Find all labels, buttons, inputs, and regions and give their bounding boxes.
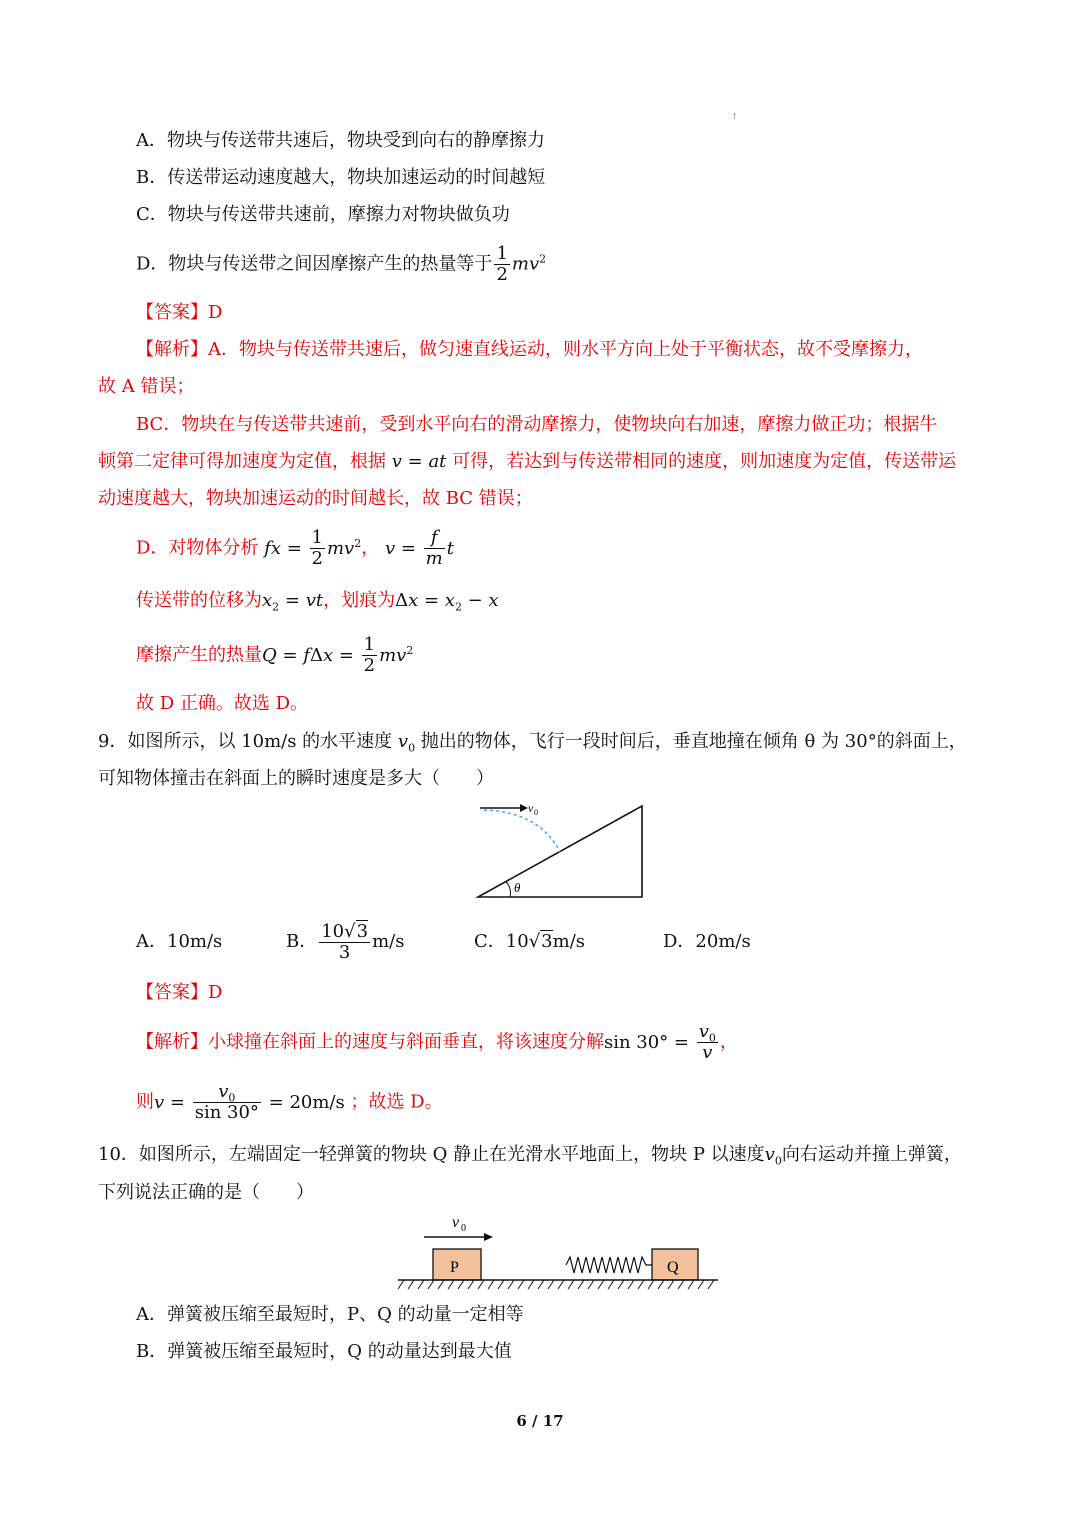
q9-stem-line2: 可知物体撞击在斜面上的瞬时速度是多大（ ） [98,768,494,789]
q9-incline-figure [470,796,650,904]
trajectory-curve [484,810,560,852]
q10-option-a: A．弹簧被压缩至最短时，P、Q 的动量一定相等 [136,1304,524,1325]
block-q-label: Q [667,1259,679,1276]
q9-analysis-line1: 【解析】小球撞在斜面上的速度与斜面垂直，将该速度分解sin 30° = $\frac{v_0}{v}$ ， [136,1021,738,1063]
q8-analysis-d-line3: 摩擦产生的热量Q = fΔx = $\frac{1}{2}$ $mv^2$ [136,634,414,676]
q8-answer: 【答案】D [136,302,223,323]
velocity-arrowhead [484,1233,493,1241]
q8-option-b: B．传送带运动速度越大，物块加速运动的时间越短 [136,167,546,188]
q8-option-c: C．物块与传送带共速前，摩擦力对物块做负功 [136,204,510,225]
tiny-mark: ! [733,112,737,121]
q10-option-b: B．弹簧被压缩至最短时，Q 的动量达到最大值 [136,1341,512,1362]
q10-stem-line2: 下列说法正确的是（ ） [98,1182,314,1203]
q8-option-a: A．物块与传送带共速后，物块受到向右的静摩擦力 [136,130,545,151]
q8-analysis-a-line2: 故 A 错误； [98,376,195,397]
q9-option-d: D．20m/s [663,931,751,952]
angle-arc [506,882,511,897]
block-p-label: P [450,1259,459,1276]
q9-option-c: C．10√3m/s [474,931,585,952]
q9-option-b: B． $\frac{10√3}{3}$ m/s [286,920,405,963]
q8-analysis-bc-line1: BC．物块在与传送带共速前，受到水平向右的滑动摩擦力，使物块向右加速，摩擦力做正功；根据牛 [136,414,938,435]
q9-option-a: A．10m/s [136,931,223,952]
q8-analysis-a-line1: 【解析】A．物块与传送带共速后，做匀速直线运动，则水平方向上处于平衡状态，故不受摩擦力， [136,339,923,360]
v0-label: v [528,801,534,815]
q8-option-d: D．物块与传送带之间因摩擦产生的热量等于 $\frac{1}{2}$ $mv^2$ [136,243,547,285]
q9-answer: 【答案】D [136,982,223,1003]
velocity-arrowhead [520,804,528,812]
spring [566,1257,652,1273]
q8-analysis-bc-line3: 动速度越大，物块加速运动的时间越长，故 BC 错误； [98,488,533,509]
q8-analysis-d-line1: D．对物体分析 fx = $\frac{1}{2}$ $mv^2$， v = $\frac{f}{m}$ t [136,527,454,569]
v0-subscript: 0 [461,1223,466,1234]
v0-subscript: 0 [534,808,538,817]
ground-hatching [398,1280,714,1289]
q9-analysis-line2: 则v = $\frac{v_0}{\sin 30^\circ}$ = 20m/s ；故选 D。 [136,1081,443,1123]
theta-label: θ [514,880,521,895]
q8-analysis-bc-line2: 顿第二定律可得加速度为定值，根据 v = at 可得，若达到与传送带相同的速度，则加速度为定值，传送带运 [98,451,957,472]
q8-conclusion: 故 D 正确。故选 D。 [136,693,309,714]
q10-collision-figure [396,1210,722,1292]
q9-stem-line1: 9．如图所示，以 10m/s 的水平速度 $v_0$ 抛出的物体，飞行一段时间后，垂直地撞在倾角 θ 为 30°的斜面上， [98,731,967,755]
v0-label: v [452,1214,460,1231]
q8-analysis-d-line2: 传送带的位移为$x_2$ = vt，划痕为$\Delta x = x_2 - x$ [136,590,499,614]
q10-stem-line1: 10．如图所示，左端固定一轻弹簧的物块 Q 静止在光滑水平地面上，物块 P 以速度$v_0$向右运动并撞上弹簧， [98,1144,962,1168]
page-number: 6 / 17 [516,1412,564,1430]
